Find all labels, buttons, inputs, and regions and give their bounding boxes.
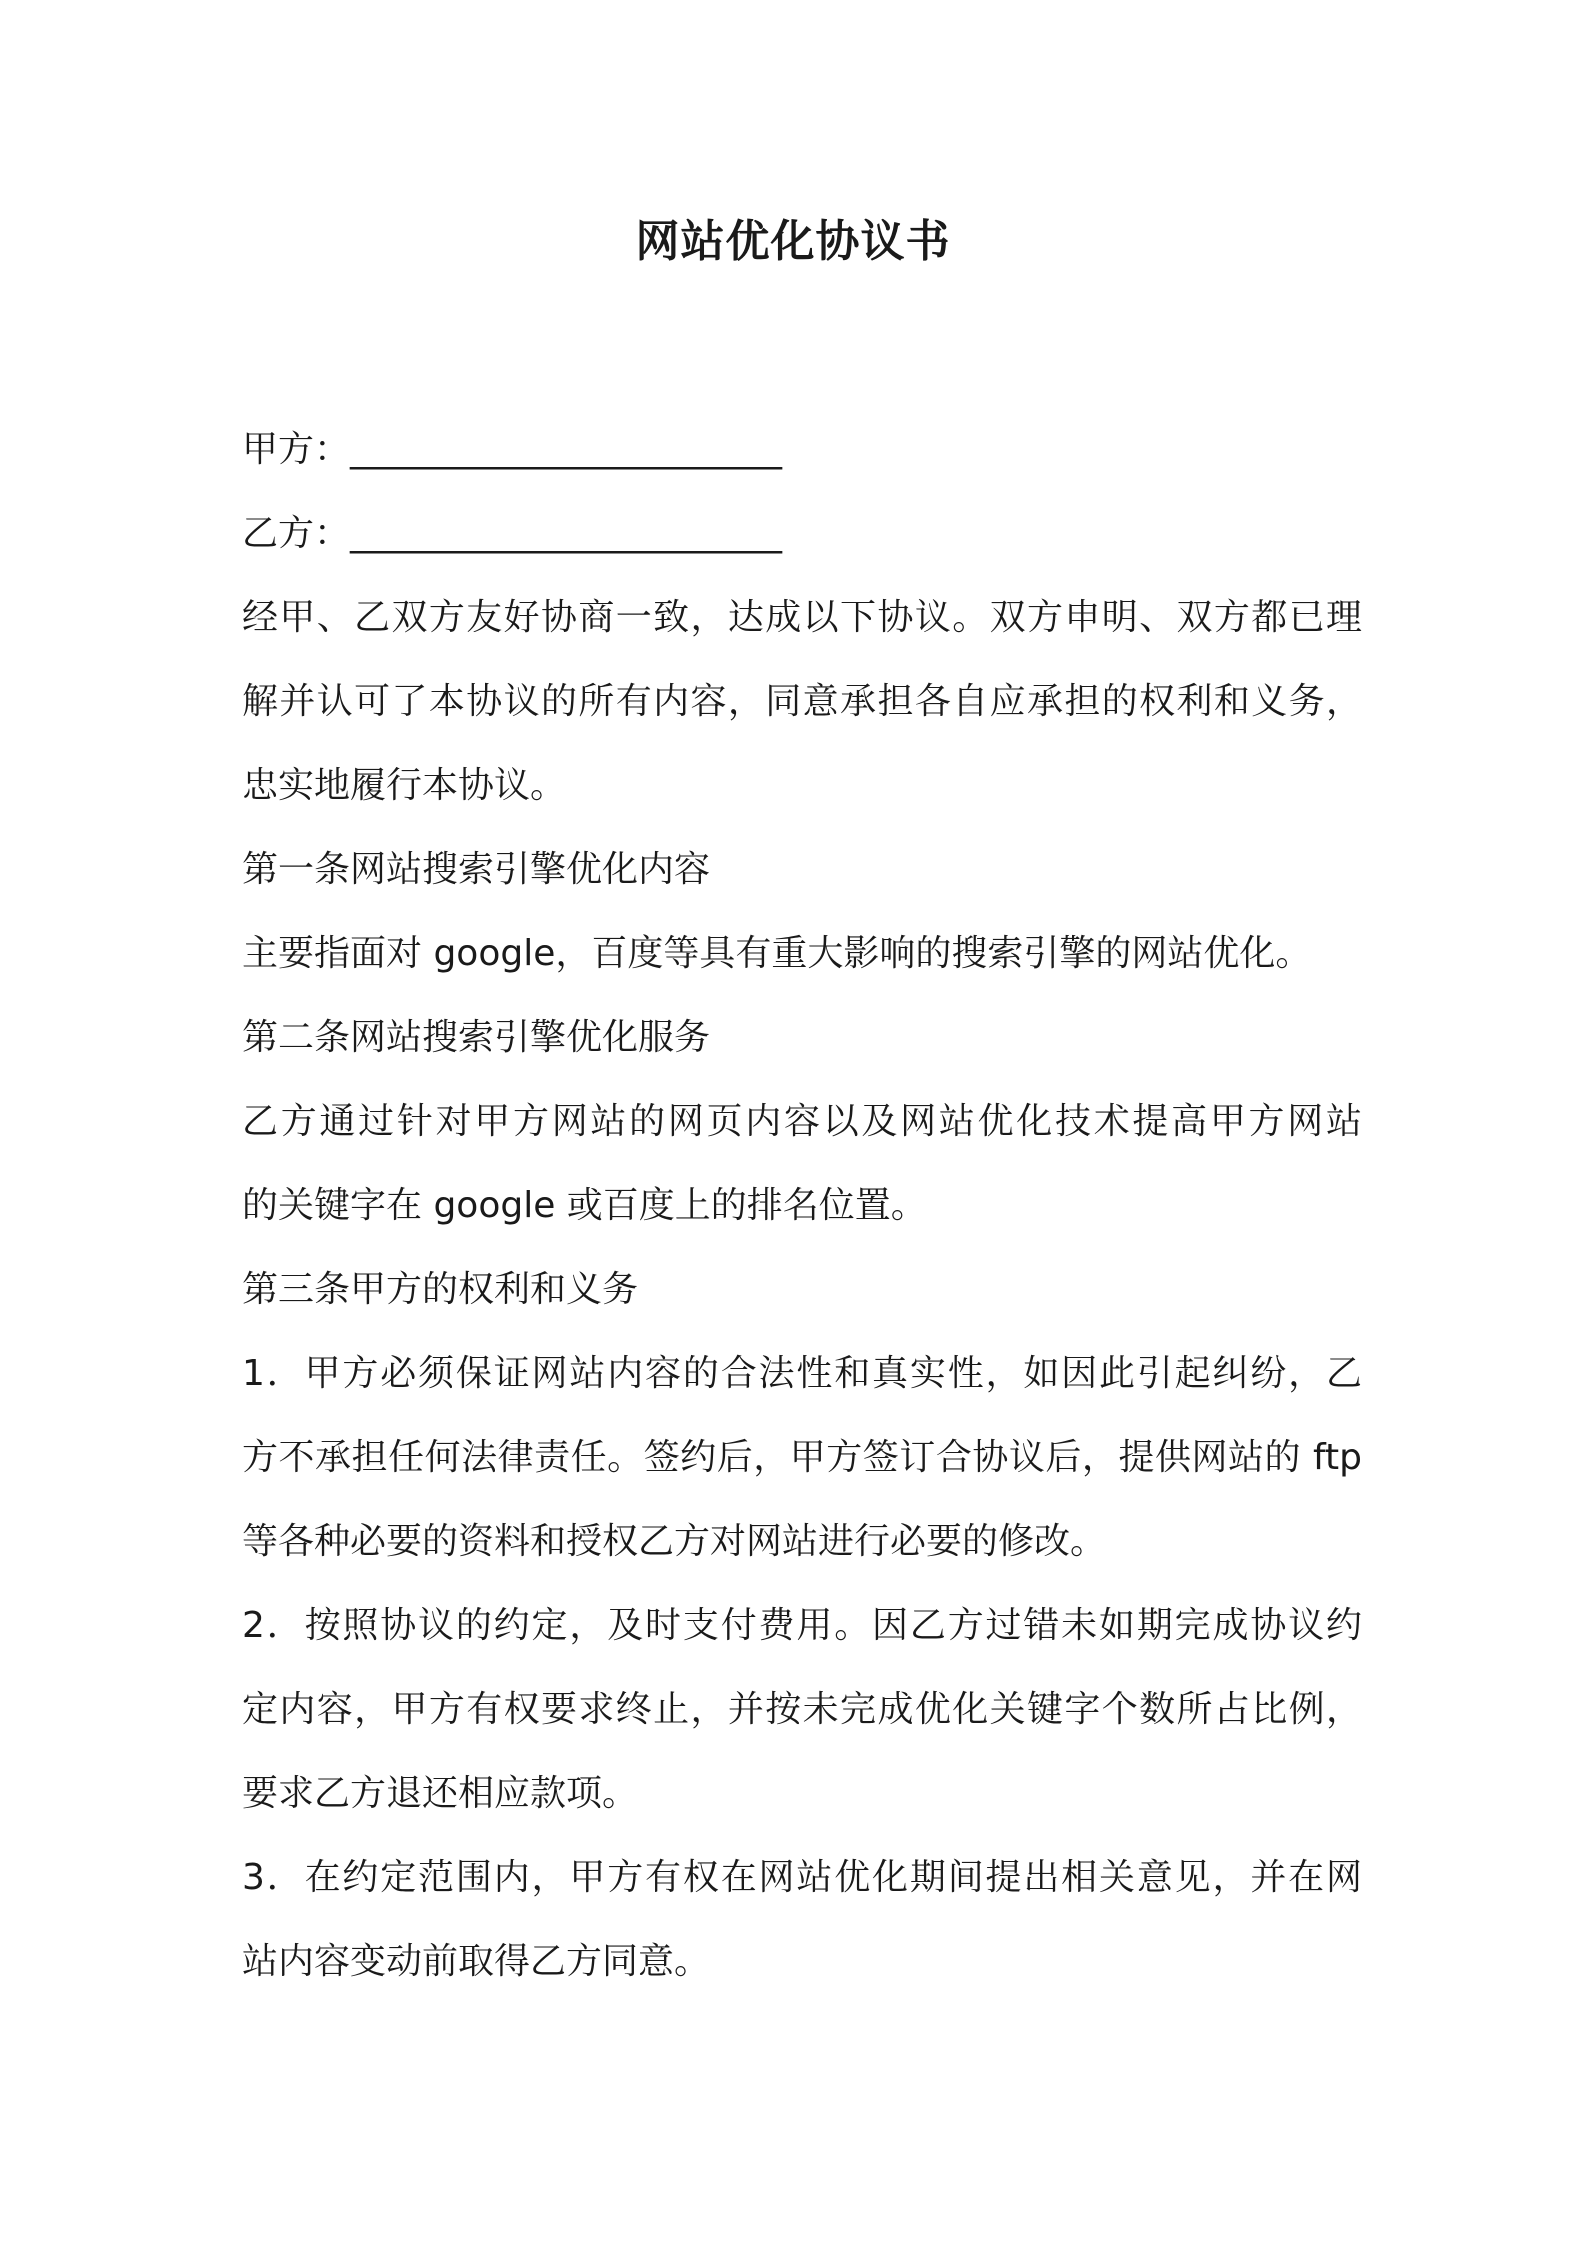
article-heading: 第一条网站搜索引擎优化内容 bbox=[242, 849, 711, 890]
paragraph-line: 乙方通过针对甲方网站的网页内容以及网站优化技术提高甲方网站 bbox=[242, 1101, 1362, 1142]
article-heading: 第二条网站搜索引擎优化服务 bbox=[242, 1017, 711, 1058]
article-heading: 第三条甲方的权利和义务 bbox=[242, 1269, 639, 1310]
paragraph-line: 等各种必要的资料和授权乙方对网站进行必要的修改。 bbox=[242, 1521, 1107, 1562]
document-title: 网站优化协议书 bbox=[635, 216, 951, 267]
party-a-line: 甲方：________________________ bbox=[242, 429, 783, 470]
paragraph-line: 解并认可了本协议的所有内容，同意承担各自应承担的权利和义务， bbox=[242, 681, 1362, 722]
document-body bbox=[242, 408, 1362, 2004]
paragraph-line: 主要指面对 google，百度等具有重大影响的搜索引擎的网站优化。 bbox=[242, 933, 1312, 974]
paragraph-line: 忠实地履行本协议。 bbox=[242, 765, 567, 806]
paragraph-line: 1．甲方必须保证网站内容的合法性和真实性，如因此引起纠纷，乙 bbox=[242, 1353, 1362, 1394]
paragraph-line: 方不承担任何法律责任。签约后，甲方签订合协议后，提供网站的 ftp bbox=[242, 1437, 1362, 1478]
paragraph-line: 定内容，甲方有权要求终止，并按未完成优化关键字个数所占比例， bbox=[242, 1689, 1362, 1730]
paragraph-line: 要求乙方退还相应款项。 bbox=[242, 1773, 639, 1814]
paragraph-line: 的关键字在 google 或百度上的排名位置。 bbox=[242, 1185, 927, 1226]
paragraph-line: 3．在约定范围内，甲方有权在网站优化期间提出相关意见，并在网 bbox=[242, 1857, 1362, 1898]
paragraph-line: 经甲、乙双方友好协商一致，达成以下协议。双方申明、双方都已理 bbox=[242, 597, 1362, 638]
paragraph-line: 站内容变动前取得乙方同意。 bbox=[242, 1941, 711, 1982]
paragraph-line: 2．按照协议的约定，及时支付费用。因乙方过错未如期完成协议约 bbox=[242, 1605, 1362, 1646]
party-b-line: 乙方：________________________ bbox=[242, 513, 783, 554]
